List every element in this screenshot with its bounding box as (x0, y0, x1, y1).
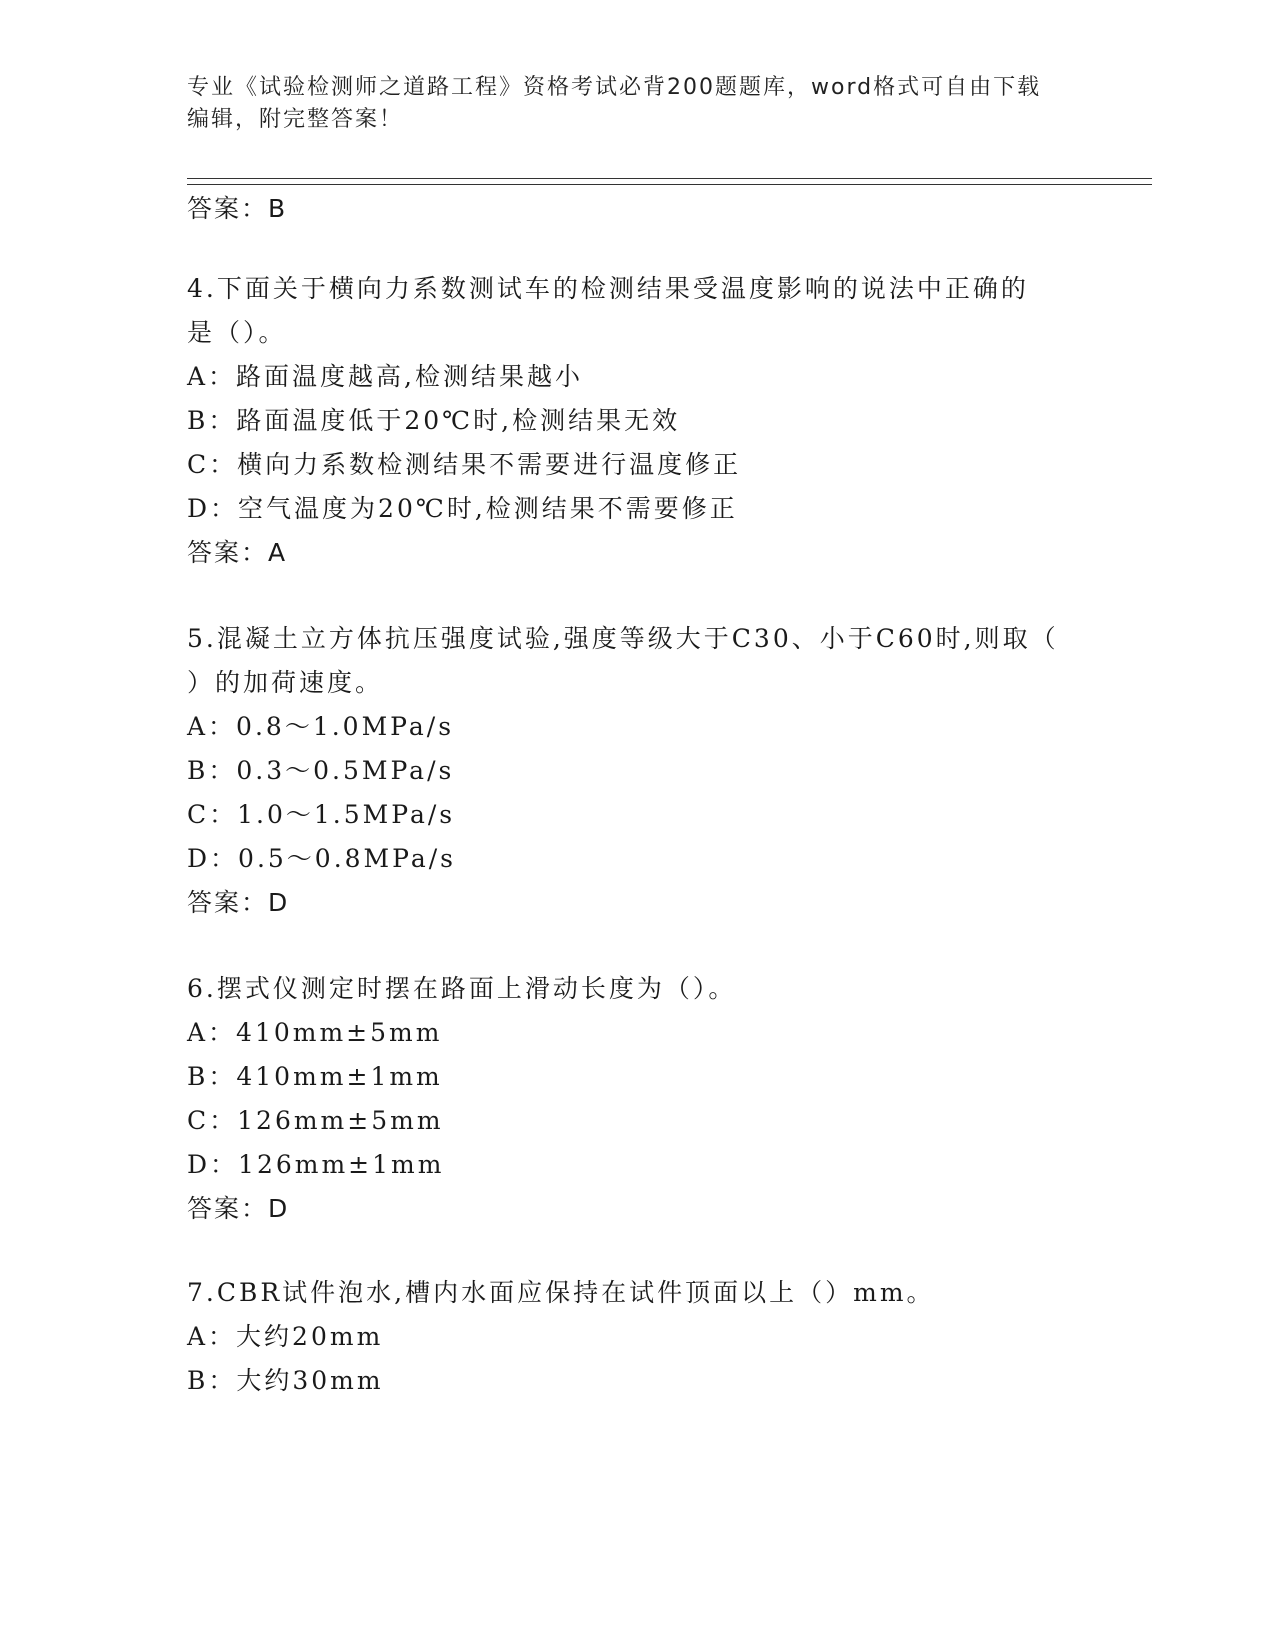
question-5-option-c: C：1.0～1.5MPa/s (187, 800, 456, 829)
question-5-option-b: B：0.3～0.5MPa/s (187, 756, 455, 785)
header-title-line-2: 编辑，附完整答案！ (187, 107, 404, 132)
question-4-option-d: D：空气温度为20℃时,检测结果不需要修正 (187, 494, 738, 523)
question-7-option-b: B：大约30mm (187, 1366, 384, 1395)
question-5-stem-line-2: ）的加荷速度。 (187, 668, 384, 697)
question-6-option-c: C：126mm±5mm (187, 1106, 444, 1135)
question-4-option-a: A：路面温度越高,检测结果越小 (187, 362, 584, 391)
page-header (187, 72, 1087, 136)
question-7-stem: 7.CBR试件泡水,槽内水面应保持在试件顶面以上（）mm。 (187, 1278, 935, 1307)
question-4-stem-line-2: 是（）。 (187, 318, 287, 347)
header-divider-bottom (187, 184, 1152, 185)
question-5-stem-line-1: 5.混凝土立方体抗压强度试验,强度等级大于C30、小于C60时,则取（ (187, 624, 1059, 653)
header-divider-top (187, 178, 1152, 179)
question-4-option-b: B：路面温度低于20℃时,检测结果无效 (187, 406, 681, 435)
question-4-answer: 答案：A (187, 538, 288, 567)
question-5-option-a: A：0.8～1.0MPa/s (187, 712, 455, 741)
question-6-option-d: D：126mm±1mm (187, 1150, 445, 1179)
question-6-answer: 答案：D (187, 1194, 290, 1223)
question-7-option-a: A：大约20mm (187, 1322, 384, 1351)
question-4-option-c: C：横向力系数检测结果不需要进行温度修正 (187, 450, 742, 479)
question-5-answer: 答案：D (187, 888, 290, 917)
question-6-option-a: A：410mm±5mm (187, 1018, 443, 1047)
question-5-option-d: D：0.5～0.8MPa/s (187, 844, 457, 873)
question-4-stem-line-1: 4.下面关于横向力系数测试车的检测结果受温度影响的说法中正确的 (187, 274, 1029, 303)
previous-answer: 答案：B (187, 194, 288, 223)
header-title-line-1: 专业《试验检测师之道路工程》资格考试必背200题题库，word格式可自由下载 (187, 75, 1042, 100)
question-6-option-b: B：410mm±1mm (187, 1062, 443, 1091)
question-6-stem: 6.摆式仪测定时摆在路面上滑动长度为（）。 (187, 974, 737, 1003)
